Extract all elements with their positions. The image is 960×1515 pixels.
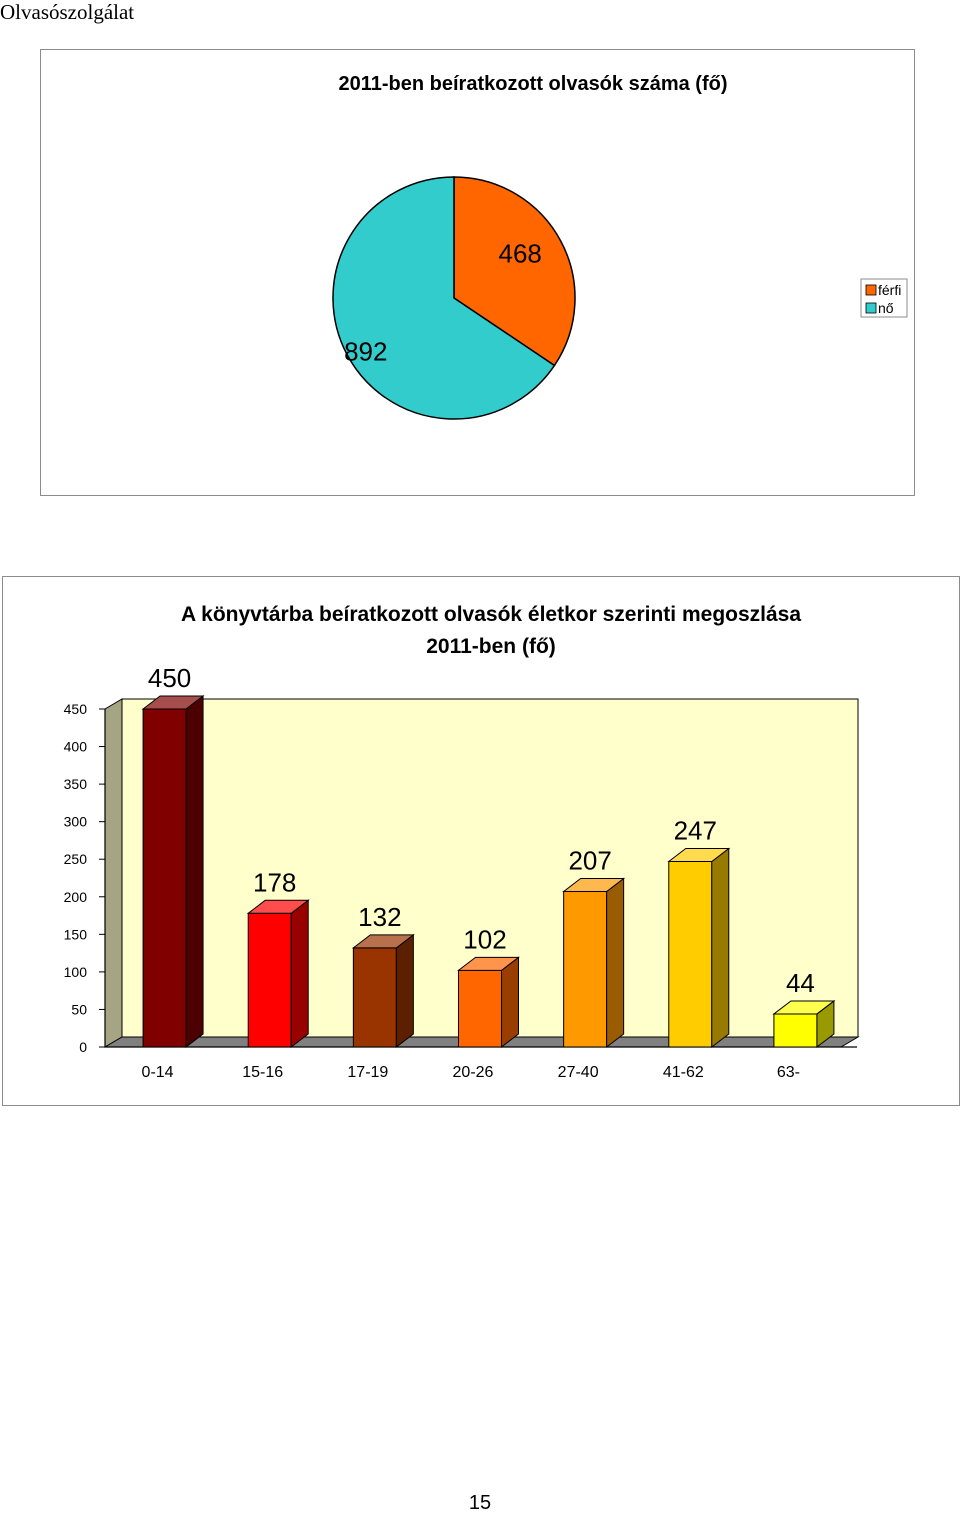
pie-data-label-1: 892 — [344, 336, 388, 367]
bar-data-label-4: 207 — [568, 845, 612, 876]
pie-legend-label-1: nő — [878, 300, 894, 316]
bar-chart-frame — [2, 576, 960, 1106]
y-tick-label-6: 300 — [63, 813, 87, 830]
y-tick-label-2: 100 — [63, 963, 87, 980]
bar-chart-title: A könyvtárba beíratkozott olvasók életkor szerinti megoszlása — [180, 603, 802, 626]
x-tick-label-1: 15-16 — [242, 1064, 284, 1081]
x-tick-label-3: 20-26 — [452, 1064, 494, 1081]
bar-41-62 — [669, 848, 729, 1047]
x-tick-label-4: 27-40 — [557, 1064, 599, 1081]
x-tick-label-0: 0-14 — [141, 1064, 174, 1081]
bar-chart-subtitle: 2011-ben (fő) — [426, 635, 556, 658]
bar-63- — [774, 1001, 834, 1047]
pie-legend — [861, 279, 907, 317]
y-tick-label-7: 350 — [63, 776, 87, 793]
x-tick-label-6: 63- — [776, 1064, 800, 1081]
pie-chart-title: 2011-ben beíratkozott olvasók száma (fő) — [338, 73, 728, 95]
bar-15-16 — [248, 900, 308, 1047]
pie-chart-frame — [40, 49, 915, 496]
y-tick-label-1: 50 — [71, 1001, 87, 1018]
bar-data-label-6: 44 — [785, 967, 815, 998]
bar-20-26 — [459, 957, 519, 1047]
bar-data-label-0: 450 — [147, 663, 192, 693]
y-tick-label-4: 200 — [63, 888, 87, 905]
y-tick-label-5: 250 — [63, 851, 87, 868]
x-tick-label-2: 17-19 — [347, 1064, 389, 1081]
bar-data-label-2: 132 — [358, 901, 402, 932]
pie-data-label-0: 468 — [498, 238, 542, 269]
bar-27-40 — [564, 879, 624, 1047]
bar-data-label-1: 178 — [253, 867, 297, 898]
bar-17-19 — [353, 935, 413, 1047]
page-heading: Olvasószolgálat — [0, 0, 135, 24]
pie-legend-label-0: férfi — [878, 282, 902, 298]
pie-legend-swatch-1 — [866, 303, 876, 313]
pie-chart — [41, 50, 916, 497]
y-tick-label-0: 0 — [79, 1039, 87, 1055]
pie-legend-swatch-0 — [866, 285, 876, 295]
y-tick-label-9: 450 — [63, 701, 87, 717]
bar-data-label-5: 247 — [673, 815, 717, 846]
y-tick-label-8: 400 — [63, 738, 87, 755]
x-tick-label-5: 41-62 — [662, 1064, 704, 1081]
page-number: 15 — [468, 1492, 492, 1514]
y-tick-label-3: 150 — [63, 926, 87, 943]
bar-chart — [3, 577, 960, 1107]
chart-side-wall — [105, 699, 122, 1047]
bar-0-14 — [143, 696, 203, 1047]
bar-data-label-3: 102 — [463, 924, 507, 955]
